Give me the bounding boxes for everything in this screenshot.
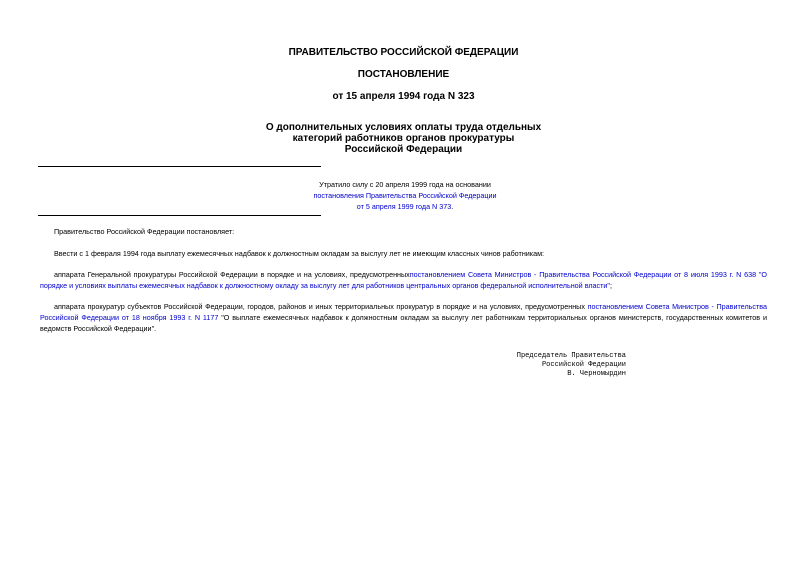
decree-638-link[interactable]: постановлением Совета Министров - Правительства Российской Федерации от 8 июля 1993 г. N 638 "О порядке и условиях выплаты ежемесячных надбавок к должностному окладу за выслугу лет для работников центральных органов федеральной исполнительной власти" [40,270,767,290]
repeal-note-line-1: Утратило силу с 20 апреля 1999 года на основании [319,180,491,189]
document-title-line-3: Российской Федерации [344,144,463,155]
repeal-note-period: . [451,202,454,211]
paragraph-3-end: ; [610,281,612,290]
signature-line-3: В. Черномырдин [567,370,626,378]
document-type: ПОСТАНОВЛЕНИЕ [357,69,450,80]
document-title-line-1: О дополнительных условиях оплаты труда отдельных [265,122,542,133]
bottom-divider [38,215,321,216]
repeal-decree-link-line-2[interactable]: от 5 апреля 1999 года N 373 [356,202,452,211]
signature-line-1: Председатель Правительства [516,352,626,360]
paragraph-4-end: "О выплате ежемесячных надбавок к должностным окладам за выслугу лет работникам территориальных органов министерств, государственных комитетов и ведомств Российской Федерации". [40,313,767,333]
repeal-decree-link-line-1[interactable]: постановления Правительства Российской Федерации [313,191,497,200]
document-date-number: от 15 апреля 1994 года N 323 [332,91,475,102]
decree-paragraph-1: Правительство Российской Федерации постановляет: [54,227,235,236]
decree-1177-link[interactable]: постановлением Совета Министров - Правительства Российской Федерации от 18 ноября 1993 г. N 1177 [40,302,768,322]
document-title-line-2: категорий работников органов прокуратуры [292,133,515,144]
decree-paragraph-3 [40,269,767,291]
signature-block [516,352,626,379]
signature-line-2: Российской Федерации [541,361,626,369]
paragraph-4-text: аппарата прокуратур субъектов Российской Федерации, городов, районов и иных территориальных прокуратур в порядке и на условиях, предусмотренных [54,302,588,311]
decree-paragraph-2: Ввести с 1 февраля 1994 года выплату ежемесячных надбавок к должностным окладам за выслугу лет не имеющим классных чинов работникам: [54,249,545,258]
decree-paragraph-4 [40,301,767,334]
repeal-note [300,179,510,212]
top-divider [38,166,321,167]
paragraph-3-text: аппарата Генеральной прокуратуры Российской Федерации в порядке и на условиях, предусмотренных [54,270,410,279]
government-heading: ПРАВИТЕЛЬСТВО РОССИЙСКОЙ ФЕДЕРАЦИИ [288,47,519,58]
